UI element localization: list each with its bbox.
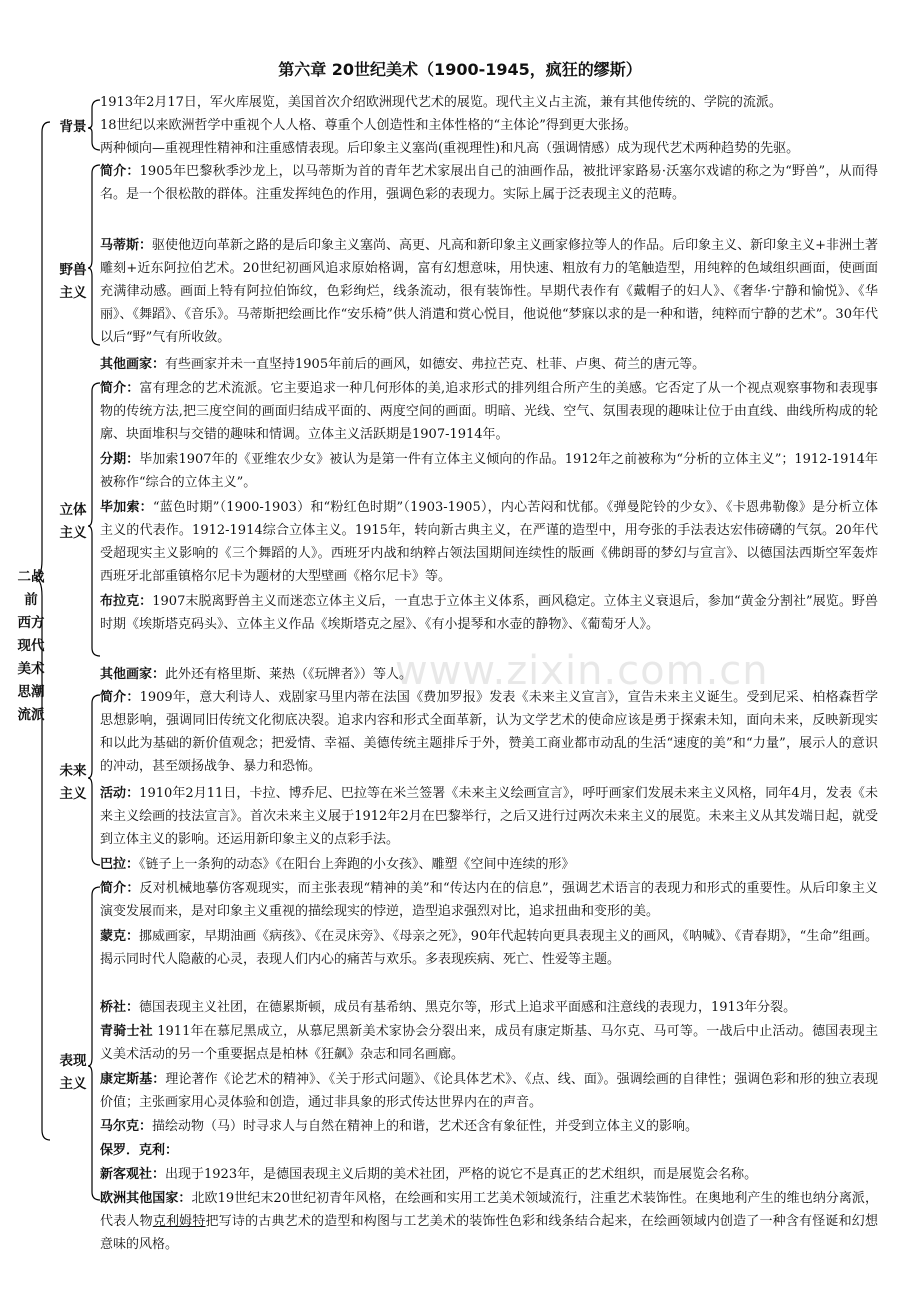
entry-label: 其他画家： xyxy=(100,357,166,372)
entry-label: 其他画家： xyxy=(100,667,166,682)
cubism-picasso: 毕加索：“蓝色时期”（1900-1903）和“粉红色时期”（1903-1905），内心苦闷和忧郁。《弹曼陀铃的少女》、《卡恩弗勒像》是分析立体主义的代表作。1912-1914综合立体主义。1915年，转向新古典主义，在严谨的造型中，用夸张的手法表达宏伟磅礴的气氛。20年代受超现实主义影响的《三个舞蹈的人》。西班牙内战和纳粹占领法国期间连续性的版画《佛朗哥的梦幻与宣言》、以德国法西斯空军轰炸西班牙北部重镇格尔尼卡为题材的大型壁画《格尔尼卡》等。 xyxy=(100,500,878,584)
fauvism-matisse: 马蒂斯：驱使他迈向革新之路的是后印象主义塞尚、高更、凡高和新印象主义画家修拉等人的作品。后印象主义、新印象主义+非洲土著雕刻+近东阿拉伯艺术。20世纪初画风追求原始格调，富有幻想意味，用快速、粗放有力的笔触造型，用纯粹的色域组织画面，使画面充满律动感。画面上特有阿拉伯饰纹，色彩绚烂，线条流动，很有装饰性。早期代表作有《戴帽子的妇人》、《奢华·宁静和愉悦》、《华丽》、《舞蹈》、《音乐》。马蒂斯把绘画比作“安乐椅”供人消遣和赏心悦目，他说他“梦寐以求的是一种和谐，纯粹而宁静的艺术”。30年代以后“野”气有所收敛。 xyxy=(100,238,878,345)
chapter-title: 第六章 20世纪美术（1900-1945，疯狂的缪斯） xyxy=(278,60,642,79)
group-label-cubism: 立体 主义 xyxy=(59,502,87,541)
group-label-expressionism: 表现 主义 xyxy=(59,1053,87,1092)
expressionism-blue-rider: 青骑士社 1911年在慕尼黑成立，从慕尼黑新美术家协会分裂出来，成员有康定斯基、马尔克、马可等。一战后中止活动。德国表现主义美术活动的另一个重要据点是柏林《狂飙》杂志和同名画廊。 xyxy=(100,1024,878,1062)
era-label: 二战 前 西方 现代 美术 思潮 流派 xyxy=(17,569,45,723)
entry-label: 青骑士社 xyxy=(100,1024,153,1039)
expressionism-kandinsky: 康定斯基：理论著作《论艺术的精神》、《关于形式问题》、《论具体艺术》、《点、线、面》。强调绘画的自律性；强调色彩和形的独立表现价值；主张画家用心灵体验和创造，通过非具象的形式传达世界内在的声音。 xyxy=(100,1072,878,1110)
entry-label: 简介： xyxy=(100,381,140,396)
klimt-name: 克利姆特 xyxy=(152,1214,206,1229)
fauvism-other-painters: 其他画家：有些画家并未一直坚持1905年前后的画风，如德安、弗拉芒克、杜菲、卢奥、荷兰的唐元等。 xyxy=(100,357,706,372)
cubism-intro: 简介：富有理念的艺术流派。它主要追求一种几何形体的美,追求形式的排列组合所产生的美感。它否定了从一个视点观察事物和表现事物的传统方法,把三度空间的画面归结成平面的、两度空间的画面。明暗、光线、空气、氛围表现的趣味让位于由直线、曲线所构成的轮廓、块面堆积与交错的趣味和情调。立体主义活跃期是1907-1914年。 xyxy=(100,381,878,442)
expressionism-munch: 蒙克：挪威画家，早期油画《病孩》、《在灵床旁》、《母亲之死》，90年代起转向更具表现主义的画风，《呐喊》、《青春期》，“生命”组画。揭示同时代人隐蔽的心灵，表现人们内心的痛苦与欢乐。多表现疾病、死亡、性爱等主题。 xyxy=(100,929,878,967)
background-item-3: 两种倾向—重视理性精神和注重感情表现。后印象主义塞尚(重视理性)和凡高（强调情感）成为现代艺术两种趋势的先驱。 xyxy=(100,141,800,156)
background-item-2: 18世纪以来欧洲哲学中重视个人人格、尊重个人创造性和主体性格的“主体论”得到更大张扬。 xyxy=(100,118,637,133)
cubism-braque: 布拉克：1907末脱离野兽主义而迷恋立体主义后，一直忠于立体主义体系，画风稳定。立体主义衰退后，参加“黄金分割社”展览。野兽时期《埃斯塔克码头》、立体主义作品《埃斯塔克之屋》、《有小提琴和水壶的静物》、《葡萄牙人》。 xyxy=(100,594,878,632)
cubism-periods: 分期：毕加索1907年的《亚维农少女》被认为是第一件有立体主义倾向的作品。1912年之前被称为“分析的立体主义”；1912-1914年被称作“综合的立体主义”。 xyxy=(100,452,878,490)
entry-label: 马蒂斯： xyxy=(100,238,153,253)
entry-label: 康定斯基： xyxy=(100,1072,166,1087)
group-label-futurism: 未来 主义 xyxy=(59,763,87,802)
futurism-intro: 简介：1909年，意大利诗人、戏剧家马里内蒂在法国《费加罗报》发表《未来主义宣言》，宣告未来主义诞生。受到尼采、柏格森哲学思想影响，强调同旧传统文化彻底决裂。追求内容和形式全面革新，认为文学艺术的使命应该是勇于探索未知，面向未来，反映新现实和以此为基础的新价值观念；把爱情、幸福、美德传统主题排斥于外，赞美工商业都市动乱的生活“速度的美”和“力量”，展示人的意识的冲动，甚至颂扬战争、暴力和恐怖。 xyxy=(100,690,878,774)
entry-label: 桥社： xyxy=(100,1000,140,1015)
expressionism-new-objectivity: 新客观社：出现于1923年，是德国表现主义后期的美术社团，严格的说它不是真正的艺术组织，而是展览会名称。 xyxy=(100,1167,758,1182)
entry-label: 分期： xyxy=(100,452,140,467)
entry-label: 布拉克： xyxy=(100,594,153,609)
entry-label: 马尔克： xyxy=(100,1119,153,1134)
entry-label: 新客观社： xyxy=(100,1167,166,1182)
entry-label: 简介： xyxy=(100,881,140,896)
entry-label: 欧洲其他国家： xyxy=(100,1191,192,1206)
entry-label: 巴拉： xyxy=(100,857,140,872)
futurism-activities: 活动：1910年2月11日，卡拉、博乔尼、巴拉等在米兰签署《未来主义绘画宣言》，呼吁画家们发展未来主义风格，同年4月，发表《未来主义绘画的技法宣言》。首次未来主义展于1912年2月在巴黎举行，之后又进行过两次未来主义的展览。未来主义从其发端日起，就受到立体主义的影响。还运用新印象主义的点彩手法。 xyxy=(100,786,878,847)
expressionism-marc: 马尔克：描绘动物（马）时寻求人与自然在精神上的和谐，艺术还含有象征性，并受到立体主义的影响。 xyxy=(100,1119,699,1134)
entry-label: 简介： xyxy=(100,690,140,705)
futurism-balla: 巴拉：《链子上一条狗的动态》《在阳台上奔跑的小女孩》、雕塑《空间中连续的形》 xyxy=(100,857,575,872)
group-label-background: 背景 xyxy=(59,119,87,135)
background-item-1: 1913年2月17日，军火库展览，美国首次介绍欧洲现代艺术的展览。现代主义占主流，兼有其他传统的、学院的流派。 xyxy=(100,95,782,110)
entry-label: 毕加索： xyxy=(100,500,153,515)
expressionism-intro: 简介：反对机械地摹仿客观现实，而主张表现“精神的美”和“传达内在的信息”，强调艺术语言的表现力和形式的重要性。从后印象主义演变发展而来，是对印象主义重视的描绘现实的悖逆，造型追求强烈对比，追求扭曲和变形的美。 xyxy=(100,881,878,919)
expressionism-klee xyxy=(100,1139,878,1162)
entry-label: 蒙克： xyxy=(100,929,140,944)
entry-label: 保罗．克利： xyxy=(100,1143,179,1158)
fauvism-intro: 简介：1905年巴黎秋季沙龙上，以马蒂斯为首的青年艺术家展出自己的油画作品，被批评家路易·沃塞尔戏谑的称之为“野兽”，从而得名。是一个很松散的群体。注重发挥纯色的作用，强调色彩的表现力。实际上属于泛表现主义的范畴。 xyxy=(100,164,878,202)
watermark: www.zixin.com.cn xyxy=(395,648,769,694)
cubism-other-painters: 其他画家：此外还有格里斯、莱热（《玩牌者》）等人。 xyxy=(100,667,413,682)
entry-label: 简介： xyxy=(100,164,140,179)
entry-label: 活动： xyxy=(100,786,140,801)
group-label-fauvism: 野兽 主义 xyxy=(59,262,87,301)
expressionism-other-countries: 欧洲其他国家：北欧19世纪末20世纪初青年风格，在绘画和实用工艺美术领域流行，注重艺术装饰性。在奥地利产生的维也纳分离派，代表人物克利姆特把写诗的古典艺术的造型和构图与工艺美术的装饰性色彩和线条结合起来，在绘画领域内创造了一种含有怪诞和幻想意味的风格。 xyxy=(100,1191,878,1252)
expressionism-die-bruecke: 桥社：德国表现主义社团，在德累斯顿，成员有基希纳、黑克尔等，形式上追求平面感和注意线的表现力，1913年分裂。 xyxy=(100,1000,797,1015)
